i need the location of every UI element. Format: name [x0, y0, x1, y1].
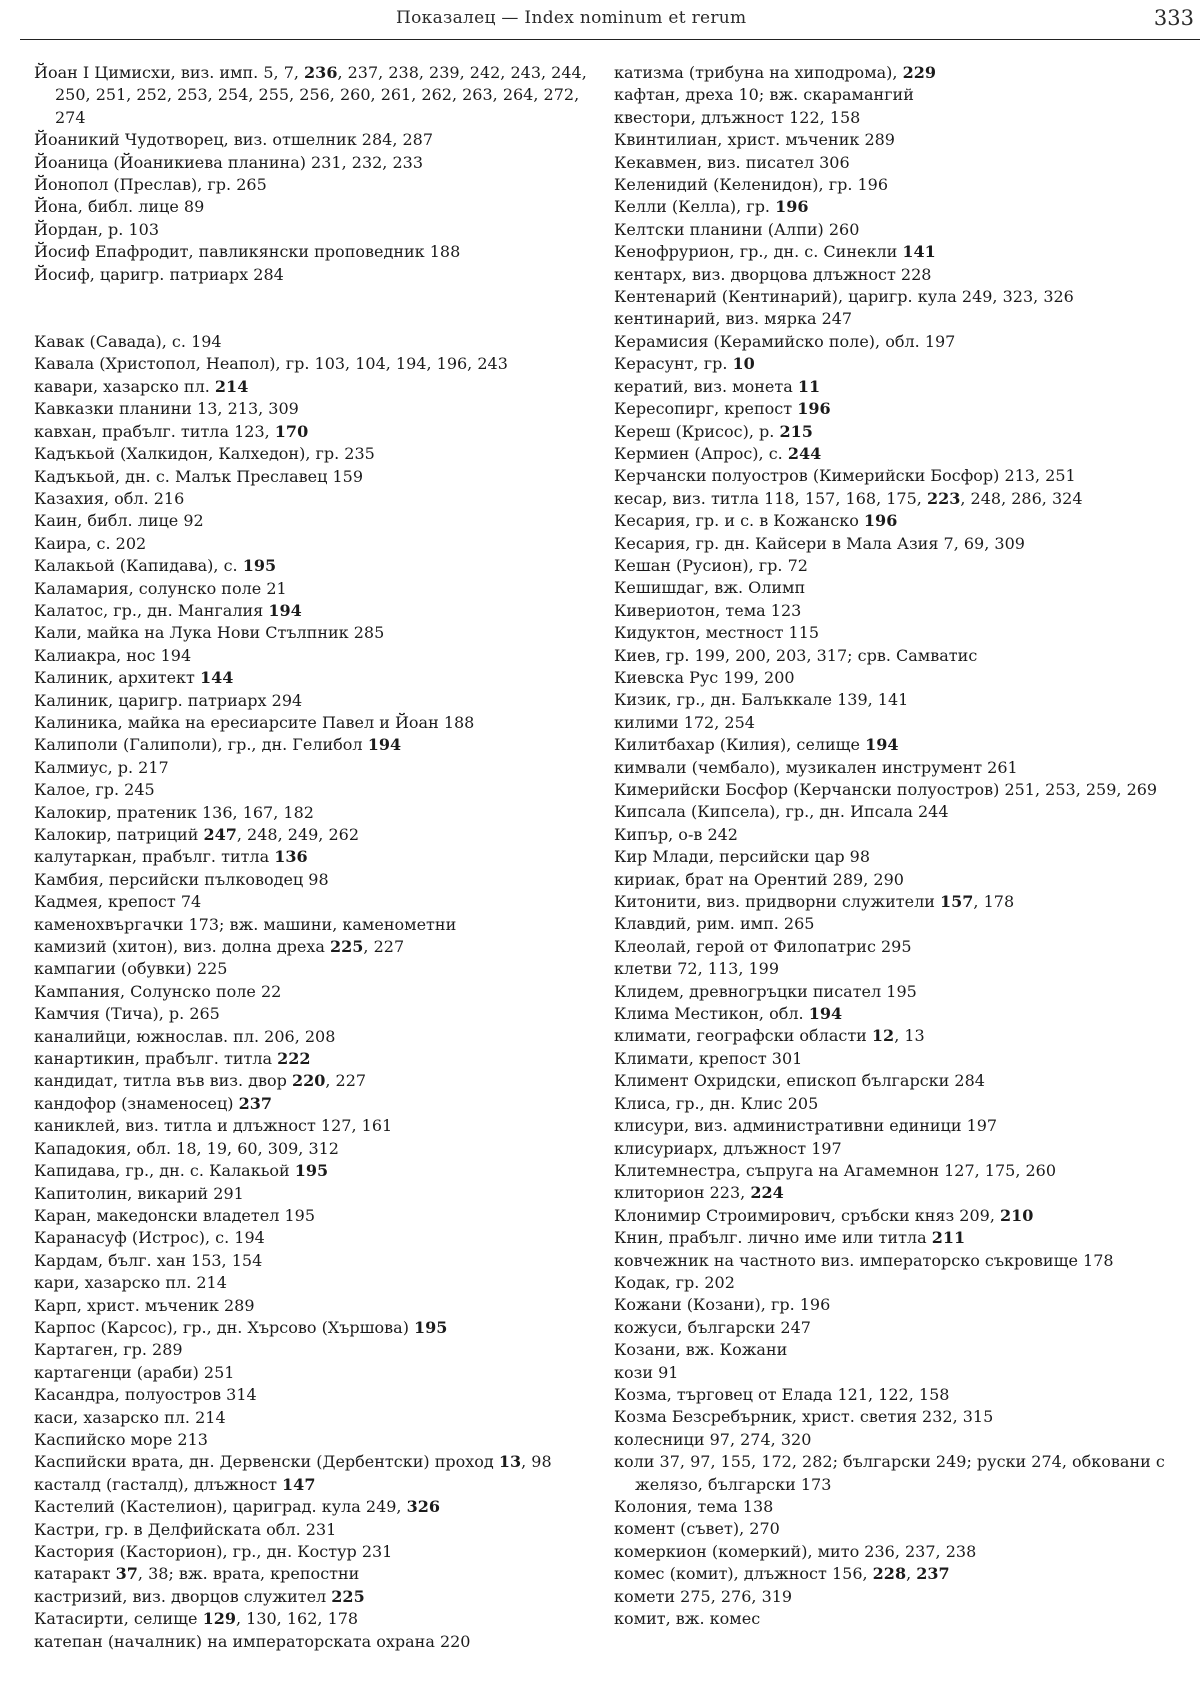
index-entry: Каспийски врата, дн. Дервенски (Дербентски) проход 13, 98: [34, 1452, 552, 1472]
index-entry: Климати, крепост 301: [614, 1048, 803, 1068]
index-entry: комети 275, 276, 319: [614, 1586, 793, 1606]
index-entry: Йосиф, царигр. патриарх 284: [34, 264, 284, 284]
index-entry: Йосиф Епафродит, павликянски проповедник 188: [34, 242, 461, 262]
index-entry: клисури, виз. административни единици 197: [614, 1116, 998, 1136]
index-entry: Клеолай, герой от Филопатрис 295: [614, 936, 912, 956]
index-entry: Кастри, гр. в Делфийската обл. 231: [34, 1519, 337, 1539]
index-entry: Катасирти, селище 129, 130, 162, 178: [34, 1609, 359, 1629]
index-entry: Йордан, р. 103: [34, 219, 160, 239]
bold-page-ref: 247: [203, 825, 237, 844]
index-entry: Кавказки планини 13, 213, 309: [34, 399, 299, 419]
index-entry: Кивериотон, тема 123: [614, 600, 802, 620]
index-entry: кириак, брат на Орентий 289, 290: [614, 869, 904, 889]
index-entry: Клавдий, рим. имп. 265: [614, 914, 815, 934]
bold-page-ref: 194: [268, 600, 302, 620]
index-entry: килими 172, 254: [614, 712, 755, 732]
index-entry: Кекавмен, виз. писател 306: [614, 152, 850, 172]
bold-page-ref: 211: [931, 1228, 966, 1248]
index-entry: кожуси, български 247: [614, 1317, 811, 1337]
index-entry: Камбия, персийски пълководец 98: [34, 869, 329, 889]
index-entry: кастризий, виз. дворцов служител 225: [34, 1586, 365, 1606]
index-entry: климати, географски области 12, 13: [614, 1026, 925, 1046]
index-entry: Каран, македонски владетел 195: [34, 1205, 315, 1225]
index-entry: клетви 72, 113, 199: [614, 959, 780, 979]
index-entry: Калокир, пратеник 136, 167, 182: [34, 802, 314, 822]
bold-page-ref: 13: [498, 1452, 522, 1472]
index-entry: кафтан, дреха 10; вж. скарамангий: [614, 85, 914, 105]
bold-page-ref: 12: [871, 1026, 895, 1046]
bold-page-ref: 237: [238, 1093, 273, 1113]
index-entry: Калиполи (Галиполи), гр., дн. Гелибол 194: [34, 735, 402, 755]
index-entry: Клонимир Строимирович, сръбски княз 209, 210: [614, 1205, 1034, 1225]
index-entry: кандофор (знаменосец) 237: [34, 1093, 273, 1113]
index-entry: Калиакра, нос 194: [34, 645, 192, 665]
index-entry: ковчежник на частното виз. императорско съкровище 178: [614, 1250, 1114, 1270]
index-entry: Калиник, царигр. патриарх 294: [34, 690, 303, 710]
index-entry: Капидава, гр., дн. с. Калакьой 195: [34, 1161, 329, 1181]
index-entry: кози 91: [614, 1362, 679, 1382]
index-entry: Карп, христ. мъченик 289: [34, 1295, 255, 1315]
index-entry: Йоан I Цимисхи, виз. имп. 5, 7, 236, 237, 238, 239, 242, 243, 244, 250, 251, 252, 253, 254, 255, 256, 260, 261, 262, 263, 264, 272, 274: [34, 63, 587, 127]
index-entry: кавхан, прабълг. титла 123, 170: [34, 421, 309, 441]
index-entry: кавари, хазарско пл. 214: [34, 376, 249, 396]
index-entry: Козма, търговец от Елада 121, 122, 158: [614, 1384, 950, 1404]
bold-page-ref: 195: [294, 1161, 329, 1181]
bold-page-ref: 228: [872, 1564, 907, 1584]
index-entry: Калиника, майка на ересиарсите Павел и Йоан 188: [34, 712, 475, 732]
index-entry: Калмиус, р. 217: [34, 757, 169, 777]
index-entry: Кентенарий (Кентинарий), царигр. кула 249, 323, 326: [614, 287, 1074, 307]
bold-page-ref: 195: [242, 556, 277, 576]
index-entry: Касандра, полуостров 314: [34, 1385, 257, 1405]
index-entry: Кенофрурион, гр., дн. с. Синекли 141: [614, 242, 936, 262]
bold-page-ref: 196: [863, 511, 898, 531]
index-entry: Клиса, гр., дн. Клис 205: [614, 1093, 819, 1113]
bold-page-ref: 326: [406, 1497, 441, 1517]
index-entry: Кардам, бълг. хан 153, 154: [34, 1250, 263, 1270]
index-entry: канартикин, прабълг. титла 222: [34, 1049, 311, 1069]
index-entry: калутаркан, прабълг. титла 136: [34, 847, 308, 867]
index-entry: Казахия, обл. 216: [34, 488, 185, 508]
index-entry: Кермиен (Апрос), с. 244: [614, 443, 822, 463]
index-entry: катепан (началник) на императорската охрана 220: [34, 1631, 471, 1651]
index-entry: Каира, с. 202: [34, 533, 147, 553]
index-entry: Камчия (Тича), р. 265: [34, 1004, 220, 1024]
index-entry: Келли (Келла), гр. 196: [614, 197, 809, 217]
index-entry: квестори, длъжност 122, 158: [614, 107, 861, 127]
index-entry: Кападокия, обл. 18, 19, 60, 309, 312: [34, 1138, 339, 1158]
index-entry: кампагии (обувки) 225: [34, 959, 228, 979]
bold-page-ref: 244: [787, 443, 822, 463]
index-entry: комес (комит), длъжност 156, 228, 237: [614, 1564, 950, 1584]
index-entry: Кадъкьой, дн. с. Малък Преславец 159: [34, 466, 364, 486]
index-entry: Кавала (Христопол, Неапол), гр. 103, 104, 194, 196, 243: [34, 354, 508, 374]
index-entry: комеркион (комеркий), мито 236, 237, 238: [614, 1541, 977, 1561]
index-entry: Калиник, архитект 144: [34, 668, 234, 688]
index-entry: Килитбахар (Килия), селище 194: [614, 735, 899, 755]
index-entry: Китонити, виз. придворни служители 157, 178: [614, 892, 1015, 912]
bold-page-ref: 196: [775, 197, 809, 217]
index-entry: Кожани (Козани), гр. 196: [614, 1295, 831, 1315]
index-entry: Кодак, гр. 202: [614, 1272, 735, 1292]
bold-page-ref: 229: [902, 63, 936, 82]
bold-page-ref: 157: [940, 892, 974, 912]
index-entry: Климент Охридски, епископ български 284: [614, 1071, 985, 1091]
index-entry: Кешишдаг, вж. Олимп: [614, 578, 806, 598]
index-entry: Козма Безсребърник, христ. светия 232, 315: [614, 1407, 994, 1427]
bold-page-ref: 194: [865, 735, 899, 755]
index-entry: Калатос, гр., дн. Мангалия 194: [34, 600, 302, 620]
index-entry: Клидем, древногръцки писател 195: [614, 981, 917, 1001]
index-entry: Кипър, о-в 242: [614, 824, 738, 844]
index-entry: Киевска Рус 199, 200: [614, 667, 795, 687]
index-entry: кесар, виз. титла 118, 157, 168, 175, 223, 248, 286, 324: [614, 488, 1083, 508]
index-entry: клисуриарх, длъжност 197: [614, 1138, 842, 1158]
index-entry: кентинарий, виз. мярка 247: [614, 309, 853, 329]
index-entry: Киев, гр. 199, 200, 203, 317; срв. Самватис: [614, 645, 978, 665]
index-entry: Картаген, гр. 289: [34, 1340, 183, 1360]
index-entry: каниклей, виз. титла и длъжност 127, 161: [34, 1116, 393, 1136]
index-entry: Калокир, патриций 247, 248, 249, 262: [34, 825, 360, 844]
bold-page-ref: 11: [797, 376, 821, 396]
bold-page-ref: 215: [779, 421, 813, 441]
index-entry: касталд (гасталд), длъжност 147: [34, 1474, 316, 1494]
index-entry: каменохвъргачки 173; вж. машини, каменометни: [34, 914, 457, 934]
index-entry: Кизик, гр., дн. Балъккале 139, 141: [614, 690, 909, 710]
index-entry: Козани, вж. Кожани: [614, 1340, 788, 1360]
index-entry: Книн, прабълг. лично име или титла 211: [614, 1228, 966, 1248]
index-entry: Кимерийски Босфор (Керчански полуостров) 251, 253, 259, 269: [614, 780, 1158, 799]
index-entry: Кали, майка на Лука Нови Стълпник 285: [34, 623, 385, 643]
index-entry: Кидуктон, местност 115: [614, 623, 820, 643]
index-entry: Капитолин, викарий 291: [34, 1183, 244, 1203]
index-entry: Каранасуф (Истрос), с. 194: [34, 1228, 265, 1248]
bold-page-ref: 37: [115, 1564, 138, 1584]
bold-page-ref: 237: [916, 1564, 950, 1584]
letter-group-gap: [34, 286, 610, 331]
index-entry: Кадъкьой (Халкидон, Калхедон), гр. 235: [34, 444, 375, 464]
index-entry: Йоаница (Йоаникиева планина) 231, 232, 233: [34, 152, 424, 172]
index-entry: Йона, библ. лице 89: [34, 197, 205, 217]
bold-page-ref: 214: [214, 376, 249, 396]
index-entry: Йонопол (Преслав), гр. 265: [34, 175, 267, 195]
index-entry: кимвали (чембало), музикален инструмент 261: [614, 757, 1018, 777]
index-entry: Колония, тема 138: [614, 1497, 774, 1516]
page-number: 333: [1153, 6, 1194, 30]
index-entry: Кампания, Солунско поле 22: [34, 981, 282, 1001]
bold-page-ref: 236: [304, 63, 338, 82]
index-entry: катизма (трибуна на хиподрома), 229: [614, 63, 936, 82]
index-entry: Керамисия (Керамийско поле), обл. 197: [614, 331, 956, 351]
index-entry: Кир Млади, персийски цар 98: [614, 847, 871, 867]
index-entry: клиторион 223, 224: [614, 1183, 784, 1203]
index-entry: кентарх, виз. дворцова длъжност 228: [614, 264, 932, 284]
bold-page-ref: 194: [808, 1004, 843, 1024]
bold-page-ref: 129: [202, 1609, 236, 1629]
bold-page-ref: 223: [926, 488, 961, 508]
bold-page-ref: 196: [797, 399, 831, 419]
index-entry: Кешан (Русион), гр. 72: [614, 555, 808, 575]
index-entry: кандидат, титла във виз. двор 220, 227: [34, 1071, 367, 1091]
index-entry: Кесария, гр. и с. в Кожанско 196: [614, 511, 898, 531]
index-entry: Келтски планини (Алпи) 260: [614, 219, 860, 239]
index-entry: Каин, библ. лице 92: [34, 511, 204, 531]
index-entry: Кастория (Касторион), гр., дн. Костур 231: [34, 1542, 393, 1561]
index-entry: Кереш (Крисос), р. 215: [614, 421, 813, 441]
index-entry: Йоаникий Чудотворец, виз. отшелник 284, 287: [34, 130, 434, 150]
index-entry: камизий (хитон), виз. долна дреха 225, 227: [34, 937, 405, 957]
index-entry: кератий, виз. монета 11: [614, 376, 821, 396]
bold-page-ref: 224: [750, 1183, 784, 1203]
index-entry: Керасунт, гр. 10: [614, 354, 755, 374]
bold-page-ref: 222: [277, 1049, 311, 1069]
index-entry: Кавак (Савада), с. 194: [34, 332, 222, 352]
index-column-right: [614, 62, 1194, 1630]
bold-page-ref: 220: [291, 1071, 326, 1091]
index-entry: Кипсала (Кипсела), гр., дн. Ипсала 244: [614, 802, 949, 822]
index-entry: каси, хазарско пл. 214: [34, 1407, 226, 1427]
index-entry: Кастелий (Кастелион), цариград. кула 249, 326: [34, 1497, 441, 1517]
index-entry: катаракт 37, 38; вж. врата, крепостни: [34, 1564, 360, 1584]
index-entry: Кересопирг, крепост 196: [614, 399, 831, 419]
bold-page-ref: 147: [282, 1474, 316, 1494]
index-entry: Кадмея, крепост 74: [34, 892, 202, 912]
index-entry: Клитемнестра, съпруга на Агамемнон 127, 175, 260: [614, 1160, 1057, 1180]
index-entry: Калакьой (Капидава), с. 195: [34, 556, 277, 576]
index-entry: Каспийско море 213: [34, 1429, 208, 1449]
index-entry: Кесария, гр. дн. Кайсери в Мала Азия 7, 69, 309: [614, 533, 1025, 553]
bold-page-ref: 225: [330, 937, 364, 957]
running-title: Показалец — Index nominum et rerum: [396, 8, 747, 28]
header-rule: [20, 39, 1200, 40]
index-entry: Келенидий (Келенидон), гр. 196: [614, 175, 889, 195]
index-entry: Каламария, солунско поле 21: [34, 578, 287, 598]
bold-page-ref: 141: [902, 242, 936, 262]
index-entry: комит, вж. комес: [614, 1609, 761, 1629]
bold-page-ref: 210: [1000, 1205, 1034, 1225]
bold-page-ref: 170: [274, 421, 309, 441]
index-entry: каналийци, южнослав. пл. 206, 208: [34, 1026, 336, 1046]
bold-page-ref: 10: [732, 354, 755, 374]
index-entry: Керчански полуостров (Кимерийски Босфор) 213, 251: [614, 466, 1076, 486]
page-header: [0, 0, 1200, 46]
bold-page-ref: 194: [367, 735, 402, 755]
bold-page-ref: 136: [274, 847, 308, 867]
index-entry: Квинтилиан, христ. мъченик 289: [614, 130, 895, 150]
index-entry: Калое, гр. 245: [34, 780, 155, 800]
index-entry: кари, хазарско пл. 214: [34, 1273, 227, 1293]
index-entry: Карпос (Карсос), гр., дн. Хърсово (Хършова) 195: [34, 1317, 448, 1337]
index-entry: коли 37, 97, 155, 172, 282; български 249; руски 274, обковани с желязо, български 173: [614, 1452, 1165, 1494]
index-entry: Клима Местикон, обл. 194: [614, 1004, 843, 1024]
index-entry: картагенци (араби) 251: [34, 1362, 235, 1382]
bold-page-ref: 195: [414, 1317, 448, 1337]
index-entry: комент (съвет), 270: [614, 1519, 780, 1539]
bold-page-ref: 225: [331, 1586, 365, 1606]
index-entry: колесници 97, 274, 320: [614, 1429, 812, 1449]
bold-page-ref: 144: [199, 668, 234, 688]
index-column-left: [34, 62, 610, 1653]
